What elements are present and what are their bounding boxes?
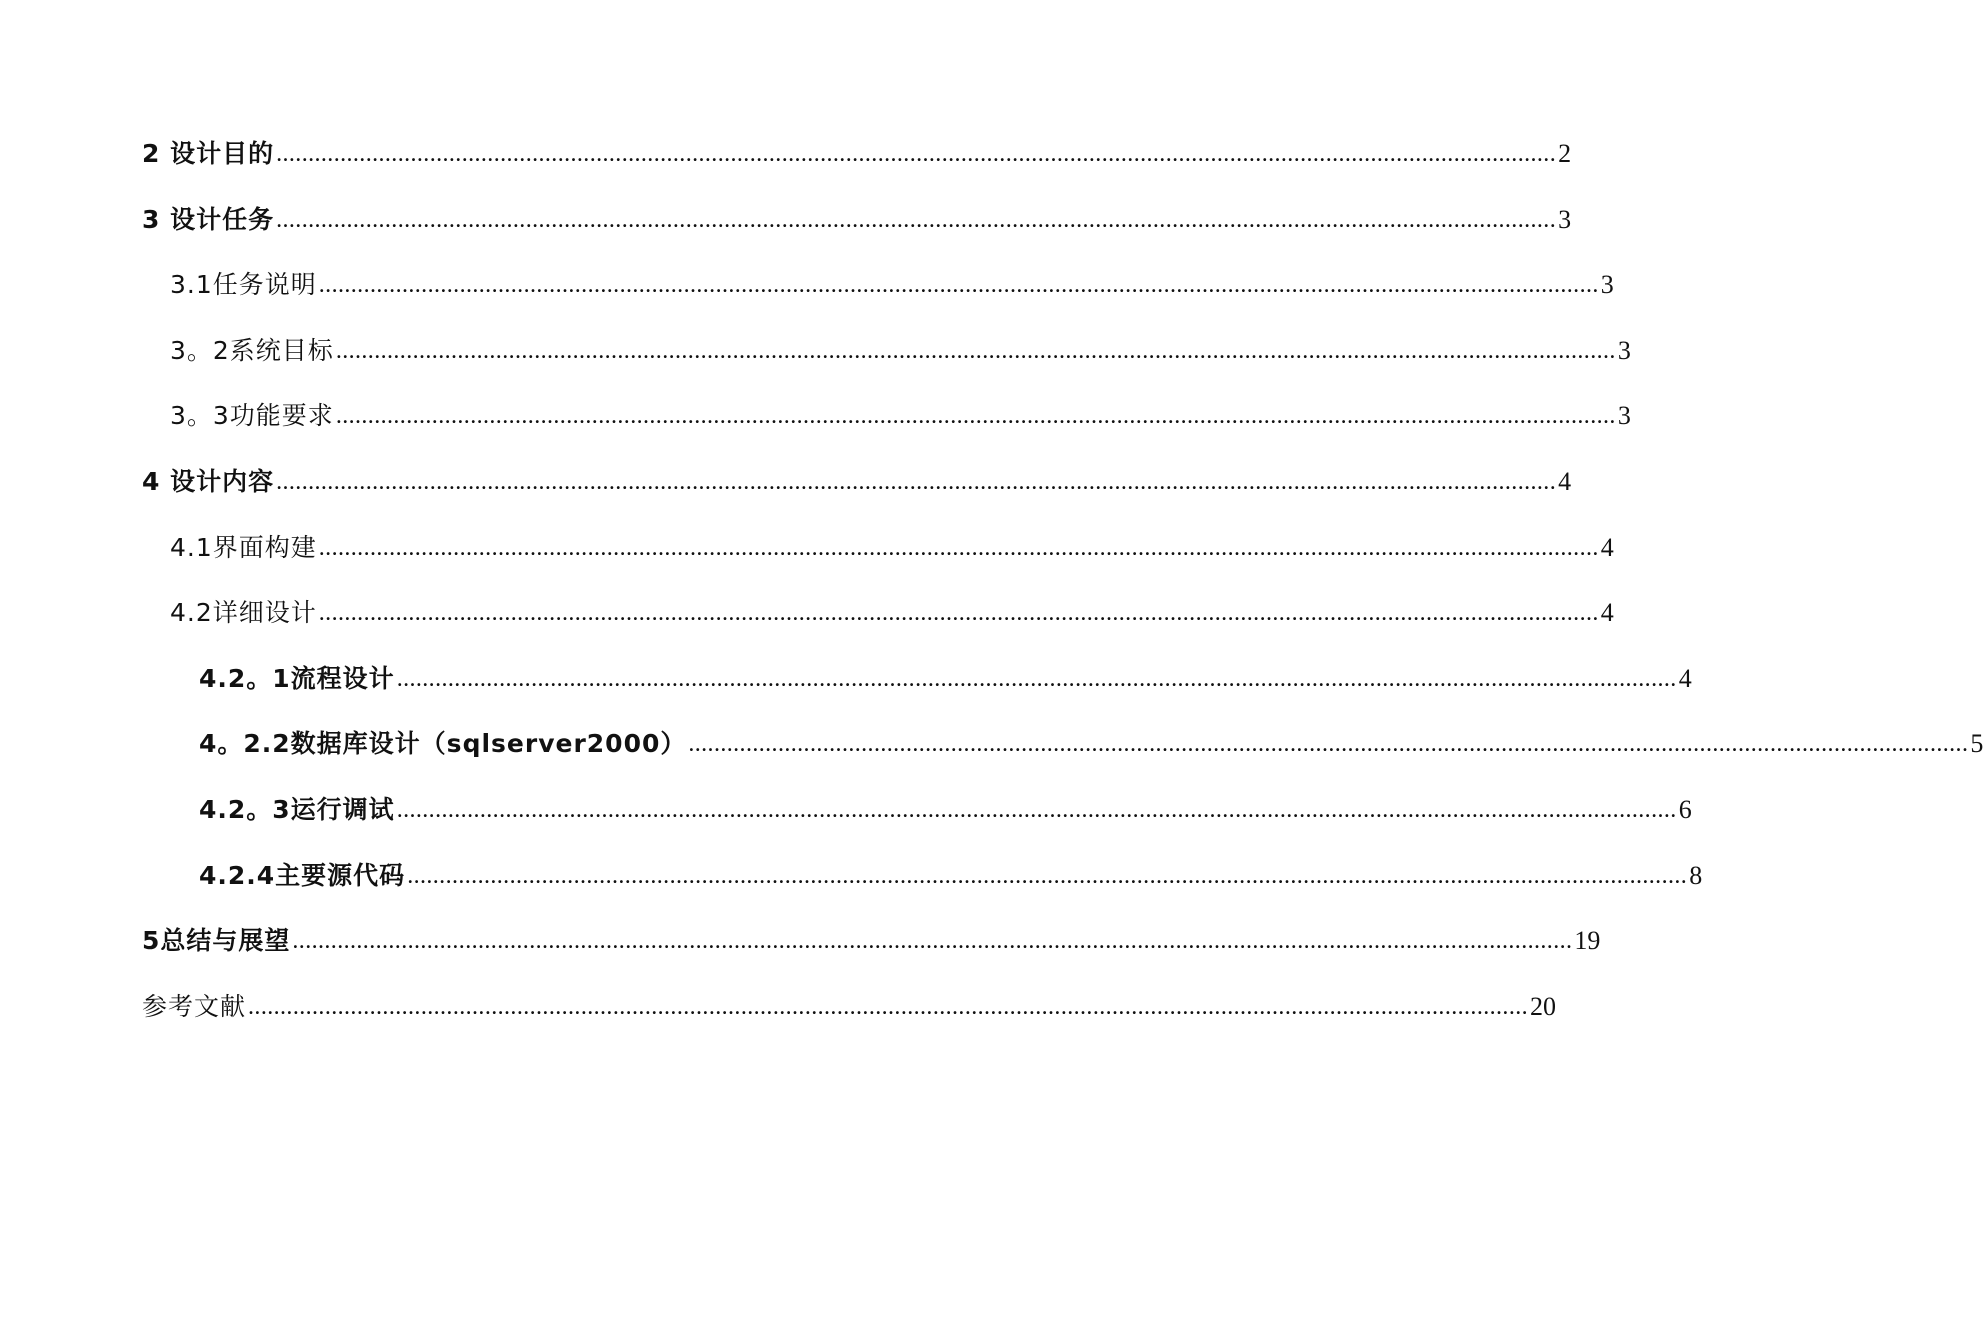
- toc-entry-label: 3 设计任务: [142, 205, 275, 234]
- toc-entry[interactable]: [199, 655, 1692, 695]
- toc-entry-label: 4.1界面构建: [170, 533, 317, 562]
- toc-entry[interactable]: [170, 392, 1631, 432]
- toc-entry-label: 5总结与展望: [142, 926, 291, 955]
- toc-entry-page: 3: [1558, 205, 1572, 234]
- toc-entry-page: 3: [1600, 270, 1614, 299]
- dot-leader: ........................................................................................................................................................................................................: [335, 338, 1616, 364]
- toc-entry-page: 20: [1530, 992, 1557, 1021]
- toc-entry-label: 4 设计内容: [142, 467, 275, 496]
- toc-entry-label: 3。2系统目标: [170, 336, 334, 365]
- toc-entry-page: 2: [1558, 139, 1572, 168]
- dot-leader: ........................................................................................................................................................................................................: [396, 666, 1677, 692]
- toc-entry-label: 3.1任务说明: [170, 270, 317, 299]
- dot-leader: ........................................................................................................................................................................................................: [335, 403, 1616, 429]
- toc-entry-page: 4: [1558, 467, 1572, 496]
- toc-entry-label: 4.2详细设计: [170, 598, 317, 627]
- toc-entry[interactable]: [170, 261, 1614, 301]
- dot-leader: ........................................................................................................................................................................................................: [292, 928, 1573, 954]
- toc-entry[interactable]: [170, 589, 1614, 629]
- dot-leader: ........................................................................................................................................................................................................: [396, 797, 1677, 823]
- dot-leader: ........................................................................................................................................................................................................: [407, 863, 1688, 889]
- toc-entry-label: 3。3功能要求: [170, 401, 334, 430]
- toc-entry-page: 4: [1600, 533, 1614, 562]
- toc-entry-page: 8: [1689, 861, 1703, 890]
- dot-leader: ........................................................................................................................................................................................................: [688, 731, 1969, 757]
- toc-entry[interactable]: [142, 458, 1572, 498]
- toc-entry-page: 3: [1617, 336, 1631, 365]
- toc-entry[interactable]: [199, 786, 1692, 826]
- toc-entry[interactable]: [142, 917, 1601, 957]
- toc-entry-label: 4.2。1流程设计: [199, 664, 395, 693]
- dot-leader: ........................................................................................................................................................................................................: [276, 469, 1557, 495]
- toc-entry-label: 4.2。3运行调试: [199, 795, 395, 824]
- toc-entry[interactable]: [142, 983, 1557, 1023]
- dot-leader: ........................................................................................................................................................................................................: [248, 994, 1529, 1020]
- toc-entry-page: 3: [1617, 401, 1631, 430]
- toc-entry[interactable]: [170, 524, 1614, 564]
- toc-entry[interactable]: [199, 720, 1983, 760]
- toc-entry-label: 2 设计目的: [142, 139, 275, 168]
- toc-entry-label: 4。2.2数据库设计（sqlserver2000）: [199, 729, 687, 758]
- dot-leader: ........................................................................................................................................................................................................: [318, 600, 1599, 626]
- dot-leader: ........................................................................................................................................................................................................: [276, 207, 1557, 233]
- toc-entry-page: 4: [1678, 664, 1692, 693]
- dot-leader: ........................................................................................................................................................................................................: [318, 535, 1599, 561]
- toc-entry-label: 4.2.4主要源代码: [199, 861, 406, 890]
- toc-entry-page: 5: [1970, 729, 1983, 758]
- toc-entry-page: 19: [1574, 926, 1601, 955]
- dot-leader: ........................................................................................................................................................................................................: [276, 141, 1557, 167]
- toc-entry[interactable]: [142, 130, 1572, 170]
- toc-entry-label: 参考文献: [142, 992, 247, 1021]
- toc-entry[interactable]: [170, 327, 1631, 367]
- toc-entry[interactable]: [142, 196, 1572, 236]
- toc-entry-page: 6: [1678, 795, 1692, 824]
- toc-entry[interactable]: [199, 852, 1703, 892]
- toc-entry-page: 4: [1600, 598, 1614, 627]
- dot-leader: ........................................................................................................................................................................................................: [318, 272, 1599, 298]
